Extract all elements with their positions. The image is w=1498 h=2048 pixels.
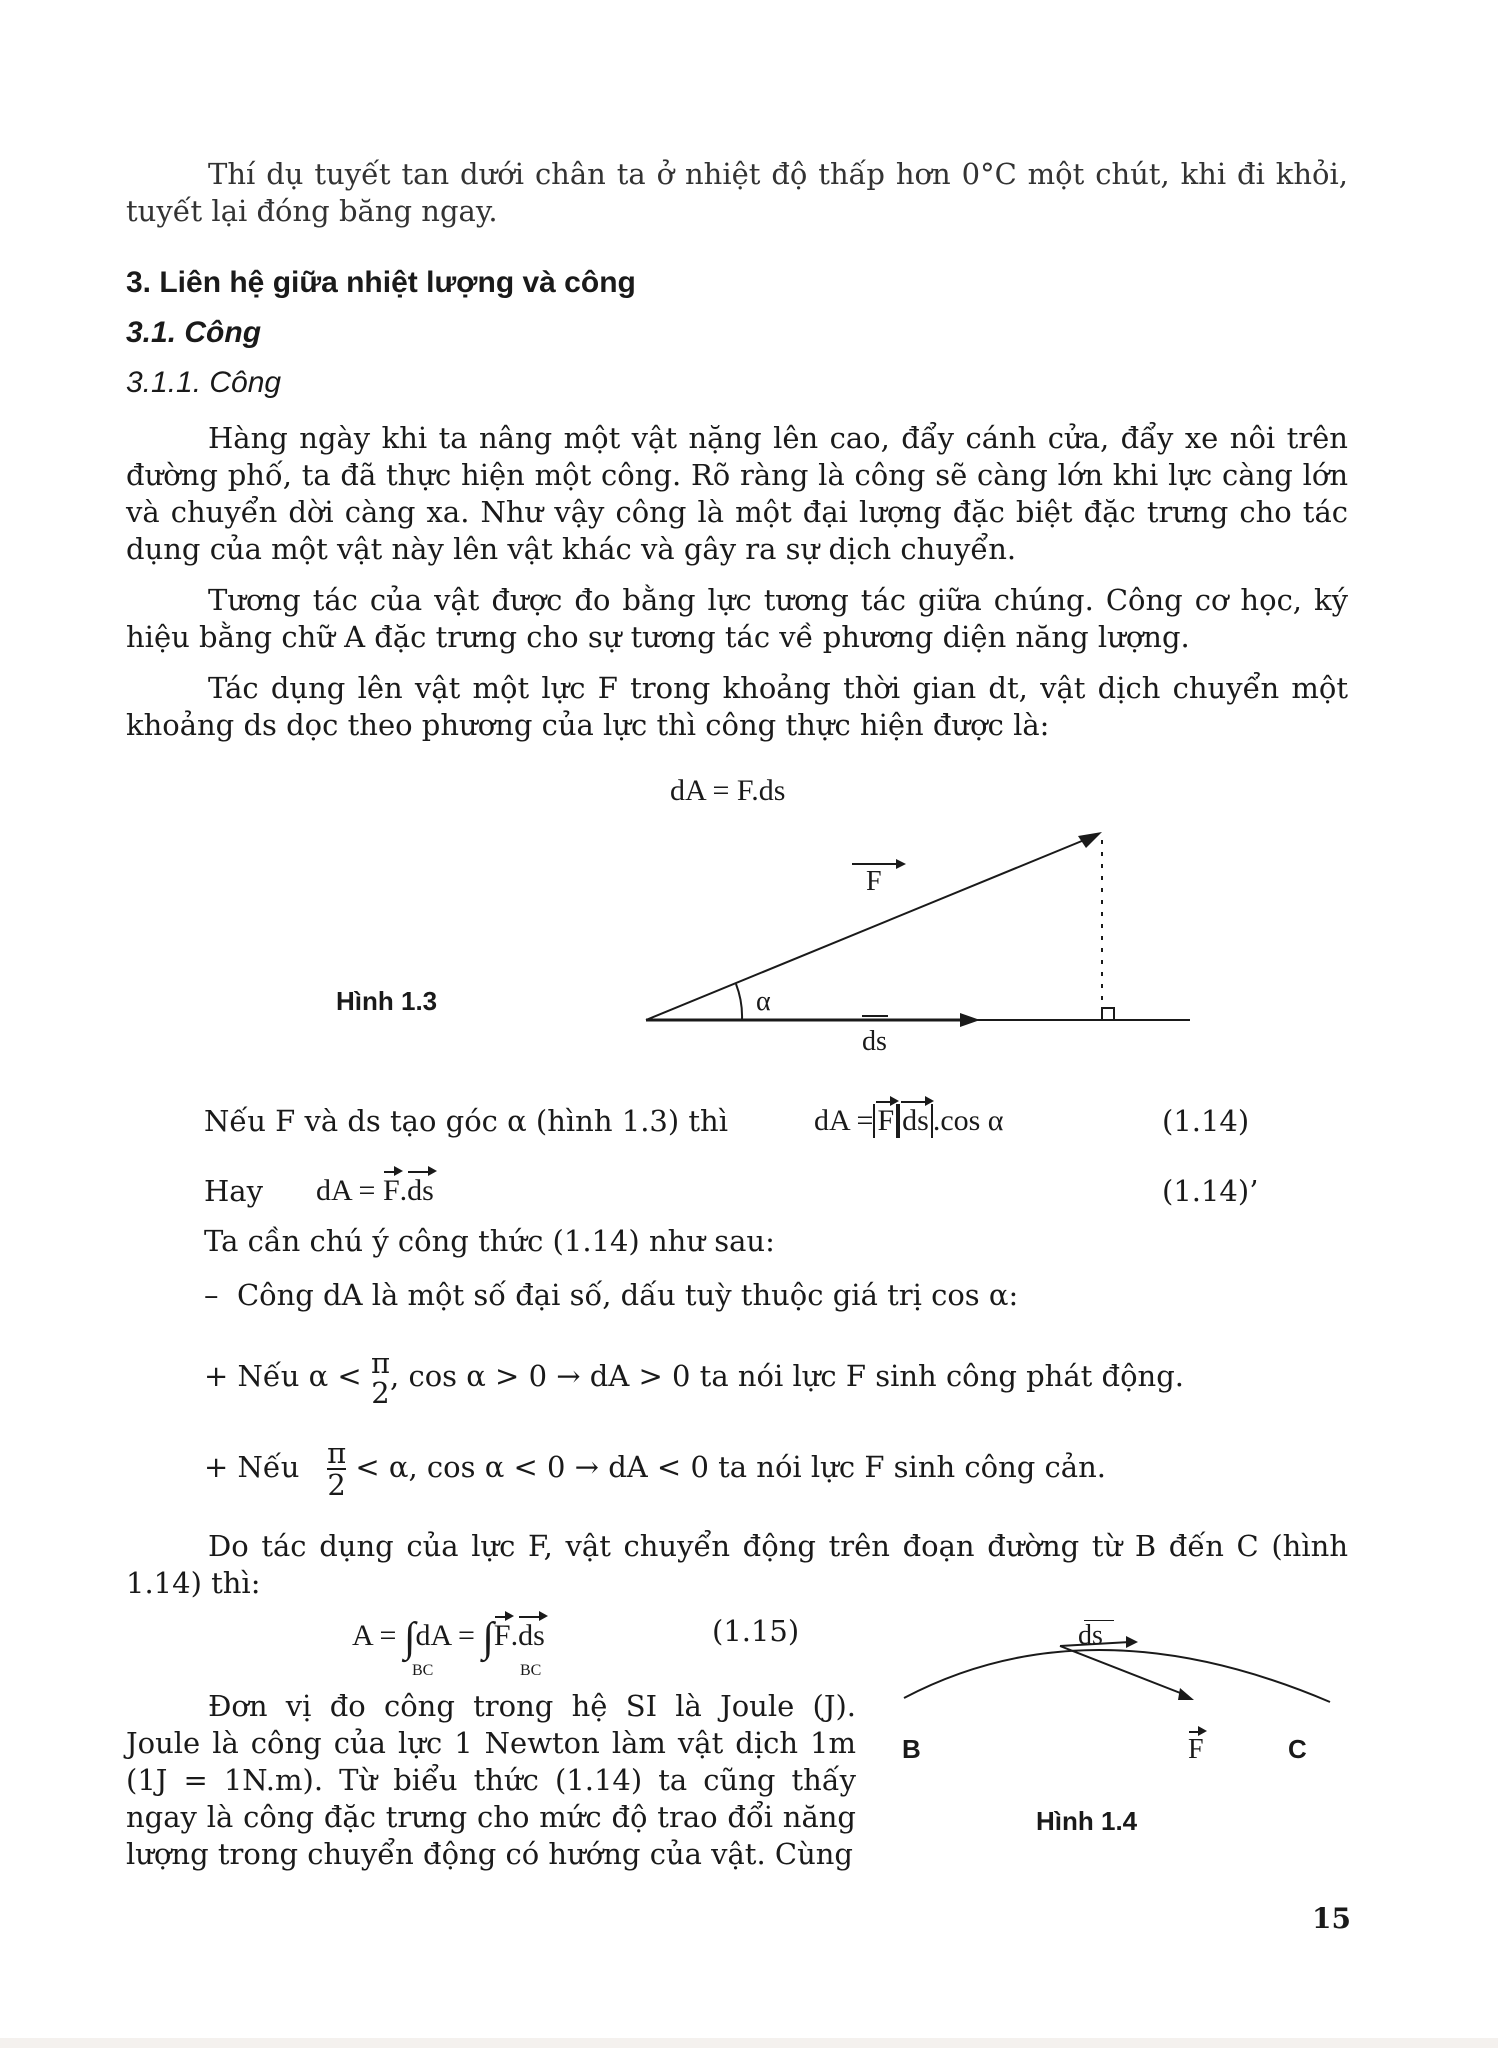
eq-1-15-integral-2: ∫ <box>482 1615 494 1661</box>
formula-dA: dA = F.ds <box>670 774 786 807</box>
notes-case-1-prefix: + Nếu α < <box>204 1359 362 1393</box>
eq-1-14p-dot: . <box>399 1174 408 1207</box>
figure-1-3-label-F: F <box>866 866 882 897</box>
eq-1-14 <box>814 1104 1004 1138</box>
notes-case-2-num: π <box>327 1436 347 1470</box>
eq-1-15-integral-1: ∫ <box>403 1615 416 1661</box>
eq-1-14p-ds: ds <box>407 1174 434 1207</box>
notes-case-1-num: π <box>370 1346 391 1380</box>
notes-intro: Ta cần chú ý công thức (1.14) như sau: <box>204 1224 775 1258</box>
eq-1-14p-lead: Hay <box>204 1174 263 1208</box>
intro-paragraph: Thí dụ tuyết tan dưới chân ta ở nhiệt độ thấp hơn 0°C một chút, khi đi khỏi, tuyết lại đóng băng ngay. <box>126 157 1348 228</box>
figure-1-4-label-B: B <box>902 1734 921 1764</box>
eq-1-15-sub-1: BC <box>412 1662 434 1679</box>
figure-1-4-caption: Hình 1.4 <box>1036 1806 1138 1836</box>
eq-1-14-ds: ds <box>898 1104 933 1138</box>
notes-case-1-den: 2 <box>371 1376 390 1410</box>
eq-1-15-sub-2: BC <box>520 1662 542 1679</box>
notes-case-2-fraction <box>327 1438 346 1500</box>
eq-1-15-number: (1.15) <box>712 1614 800 1648</box>
eq-1-14-tail: .cos α <box>932 1104 1004 1137</box>
eq-1-14p-lhs: dA = <box>316 1174 376 1207</box>
notes-case-2-prefix: + Nếu <box>204 1450 300 1484</box>
figure-1-3-label-alpha: α <box>756 986 771 1017</box>
notes-case-1-fraction <box>371 1348 390 1408</box>
notes-case-2 <box>204 1438 1106 1500</box>
eq-1-14p-number: (1.14)’ <box>1162 1174 1259 1208</box>
eq-1-14-lead: Nếu F và ds tạo góc α (hình 1.3) thì <box>204 1104 729 1138</box>
eq-1-15-mid: dA = <box>415 1619 475 1652</box>
figure-1-4-diagram <box>890 1620 1340 1740</box>
eq-1-14-F: F <box>873 1104 898 1138</box>
eq-1-15-ds: ds <box>518 1619 545 1652</box>
paragraph-force: Tác dụng lên vật một lực F trong khoảng thời gian dt, vật dịch chuyển một khoảng ds dọc theo phương của lực thì công thực hiện được là: <box>126 671 1348 742</box>
page-number: 15 <box>1312 1902 1351 1935</box>
page-edge <box>0 2038 1498 2048</box>
paragraph-interaction: Tương tác của vật được đo bằng lực tương tác giữa chúng. Công cơ học, ký hiệu bằng chữ A đặc trưng cho sự tương tác về phương diện năng lượng. <box>126 583 1348 654</box>
eq-1-14-lhs: dA = <box>814 1104 874 1137</box>
figure-1-4-label-F: F <box>1188 1734 1204 1765</box>
heading-3-1: 3.1. Công <box>126 316 262 349</box>
figure-1-4-label-ds: ds <box>1078 1620 1103 1651</box>
eq-1-14p-F: F <box>382 1174 400 1207</box>
eq-1-15-F: F <box>493 1619 511 1652</box>
figure-1-3-caption: Hình 1.3 <box>336 986 438 1016</box>
eq-1-15-dot: . <box>510 1619 519 1652</box>
notes-case-1-rest: , cos α > 0 → dA > 0 ta nói lực F sinh công phát động. <box>390 1359 1184 1393</box>
notes-item-1-text: Công dA là một số đại số, dấu tuỳ thuộc giá trị cos α: <box>236 1278 1019 1312</box>
notes-case-1 <box>204 1348 1184 1408</box>
heading-3-1-1: 3.1.1. Công <box>126 366 282 399</box>
eq-1-15 <box>352 1614 545 1662</box>
notes-case-2-den: 2 <box>327 1468 346 1502</box>
figure-1-4-label-C: C <box>1288 1734 1307 1764</box>
notes-item-1 <box>204 1278 1018 1312</box>
eq-1-14p <box>316 1174 434 1208</box>
figure-1-3-diagram <box>630 820 1200 1040</box>
eq-1-14-number: (1.14) <box>1162 1104 1250 1138</box>
paragraph-work-intro: Hàng ngày khi ta nâng một vật nặng lên cao, đẩy cánh cửa, đẩy xe nôi trên đường phố, ta đã thực hiện một công. Rõ ràng là công sẽ càng lớn khi lực càng lớn và chuyển dời càng xa. Như vậy công là một đại lượng đặc biệt đặc trưng cho tác dụng của một vật này lên vật khác và gây ra sự dịch chuyển. <box>126 421 1348 566</box>
paragraph-unit: Đơn vị đo công trong hệ SI là Joule (J). Joule là công của lực 1 Newton làm vật dịch 1m (1J = 1N.m). Từ biểu thức (1.14) ta cũng thấy ngay là công đặc trưng cho mức độ trao đổi năng lượng trong chuyển động có hướng của vật. Cùng <box>126 1689 856 1871</box>
heading-3: 3. Liên hệ giữa nhiệt lượng và công <box>126 266 636 299</box>
notes-case-2-rest: < α, cos α < 0 → dA < 0 ta nói lực F sinh công cản. <box>355 1450 1106 1484</box>
eq-1-15-lhs: A = <box>352 1619 397 1652</box>
paragraph-motion: Do tác dụng của lực F, vật chuyển động trên đoạn đường từ B đến C (hình 1.14) thì: <box>126 1529 1348 1600</box>
notes-dash: – <box>204 1278 219 1312</box>
figure-1-3-label-ds: ds <box>862 1026 887 1057</box>
